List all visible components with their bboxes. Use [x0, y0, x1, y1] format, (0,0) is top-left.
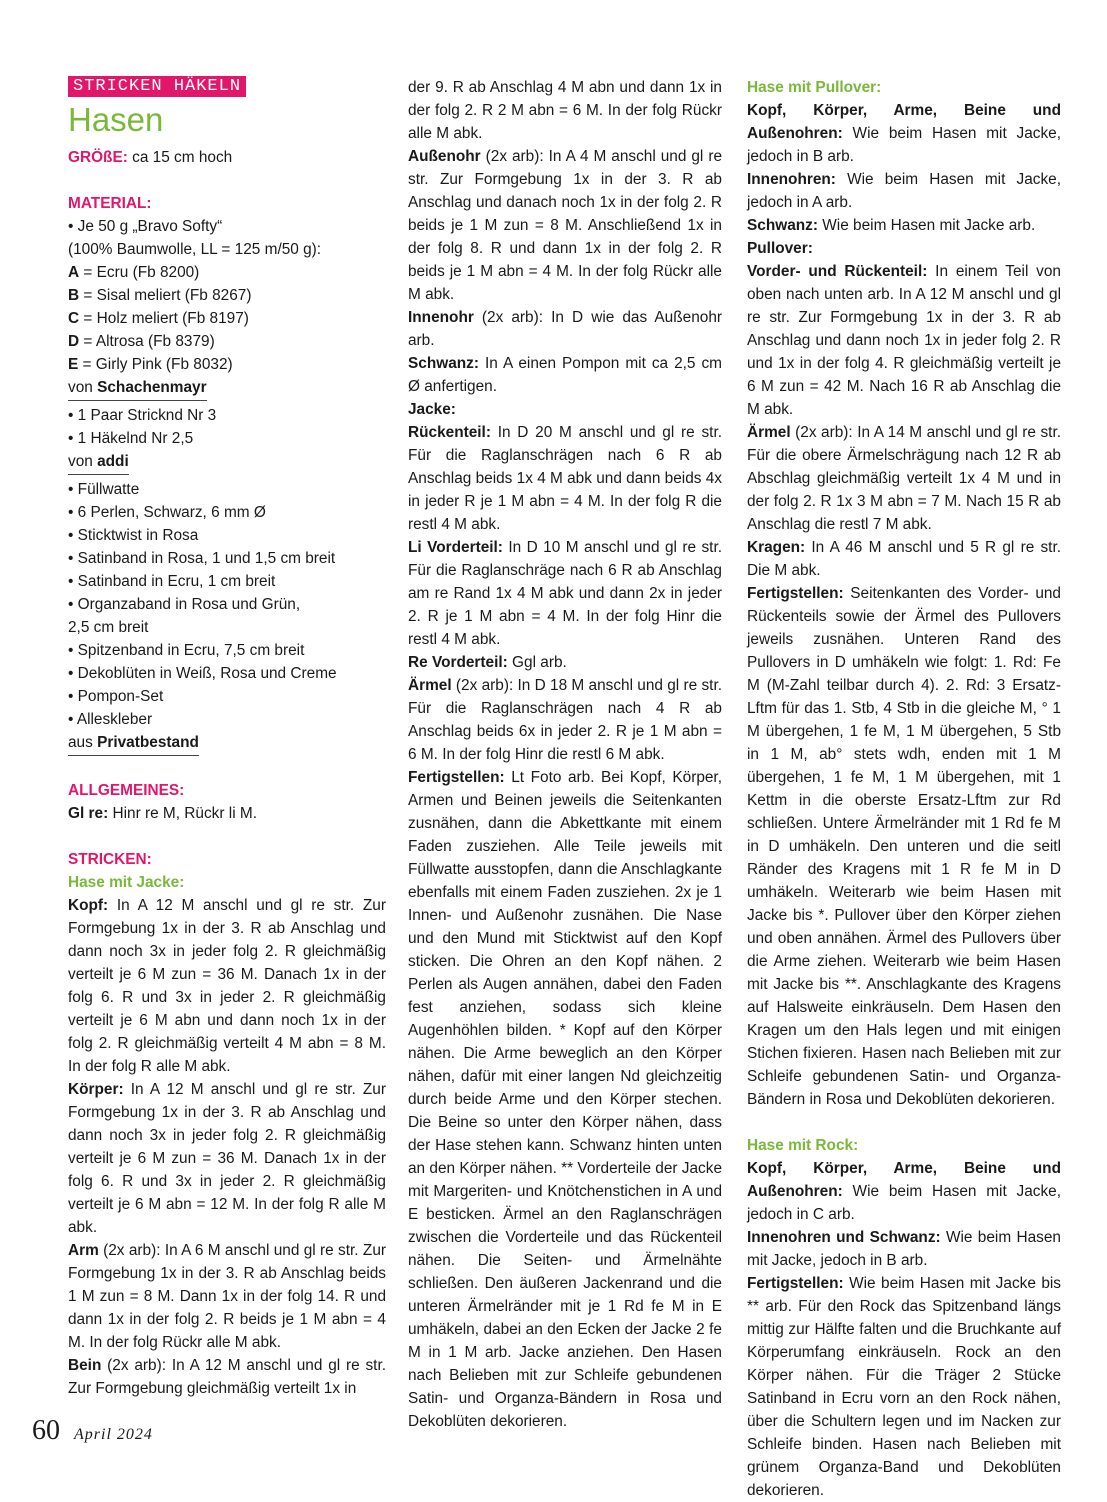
subheading-hase-jacke: Hase mit Jacke: — [68, 874, 185, 891]
glre-line: Gl re: Hinr re M, Rückr li M. — [68, 805, 257, 822]
extra-item: 2,5 cm breit — [68, 619, 149, 636]
extra-item: • Alleskleber — [68, 711, 153, 728]
brand-name: Privatbestand — [97, 734, 199, 751]
page-number: 60 — [32, 1415, 60, 1446]
general-label: ALLGEMEINES: — [68, 782, 185, 799]
issue-date: April 2024 — [74, 1426, 153, 1443]
brand-line: aus Privatbestand — [68, 731, 386, 756]
color-line: D = Altrosa (Fb 8379) — [68, 333, 215, 350]
li-vorderteil-paragraph: Li Vorderteil: In D 10 M anschl und gl re str. Für die Raglanschräge nach 6 R ab Anschlag am re Rand 1x 4 M abk und dann 2x in jeder 2. R je 1 M abn = 4 M. In der folg Hinr die restl 4 M abk. — [408, 539, 723, 648]
pullover-schwanz-paragraph: Schwanz: Wie beim Hasen mit Jacke arb. — [747, 217, 1036, 234]
rock-fertigstellen-paragraph: Fertigstellen: Wie beim Hasen mit Jacke bis ** arb. Für den Rock das Spitzenband längs mittig zur Hälfte falten und die Bruchkante auf Körperumfang einkräuseln. Rock an den Körper nähen. Für die Träger 2 Stücke Satinband in Ecru vorn an den Rock nähen, über die Schultern legen und im Nacken zur Schleife binden. Hasen nach Belieben mit grünem Organza-Band und Dekoblüten dekorieren. — [747, 1275, 1061, 1499]
brand-line: von addi — [68, 450, 386, 475]
pullover-aermel-paragraph: Ärmel (2x arb): In A 14 M anschl und gl re str. Für die obere Ärmelschrägung nach 12 R ab Abschlag gleichmäßig verteilt 1x 4 M und in der folg 2. R 1x 3 M abn = 7 M. Nach 15 R ab Anschlag die restl 7 M abk. — [747, 424, 1062, 533]
page-footer — [32, 1414, 153, 1448]
knit-label: STRICKEN: — [68, 851, 152, 868]
material-yarn-1: • Je 50 g „Bravo Softy“ — [68, 218, 223, 235]
material-yarn-2: (100% Baumwolle, LL = 125 m/50 g): — [68, 241, 322, 258]
pullover-innenohren-paragraph: Innenohren: Wie beim Hasen mit Jacke, jedoch in A arb. — [747, 171, 1061, 211]
extra-item: • Satinband in Ecru, 1 cm breit — [68, 573, 276, 590]
extra-item: • Füllwatte — [68, 481, 140, 498]
koerper-paragraph: Körper: In A 12 M anschl und gl re str. Zur Formgebung 1x in der 3. R ab Anschlag und dann noch 3x in jeder folg 2. R gleichmäßig verteilt je 6 M zun = 36 M. Danach 1x in der folg 6. R und 3x in jeder 2. R gleichmäßig verteilt je 6 M abn = 12 M. In der folg R alle M abk. — [68, 1081, 386, 1236]
subheading-hase-rock: Hase mit Rock: — [747, 1137, 859, 1154]
subheading-hase-pullover: Hase mit Pullover: — [747, 79, 882, 96]
rock-kkab-paragraph: Kopf, Körper, Arme, Beine und Außenohren: Wie beim Hasen mit Jacke, jedoch in C arb. — [747, 1160, 1061, 1223]
column-1 — [68, 74, 386, 1400]
material-label: MATERIAL: — [68, 195, 152, 212]
column-3 — [747, 76, 1061, 1502]
aussenohr-paragraph: Außenohr (2x arb): In A 4 M anschl und gl re str. Zur Formgebung 1x in der 3. R ab Anschlag und danach noch 1x in der folg 2. R beids je 1 M zun = 8 M. Anschließend 1x in der folg 8. R und dann 1x in der folg 2. R beids je 1 M abn = 4 M. In der folg Rückr alle M abk. — [408, 148, 722, 303]
rueckenteil-paragraph: Rückenteil: In D 20 M anschl und gl re str. Für die Raglanschrägen nach 6 R ab Anschlag beids 1x 4 M abk und dann beids 4x in jeder R je 1 M abn = 4 M. In der folg R die restl 4 M abk. — [408, 424, 723, 533]
schwanz-paragraph: Schwanz: In A einen Pompon mit ca 2,5 cm Ø anfertigen. — [408, 355, 722, 395]
extra-item: • Satinband in Rosa, 1 und 1,5 cm breit — [68, 550, 336, 567]
color-line: E = Girly Pink (Fb 8032) — [68, 356, 233, 373]
pullover-heading: Pullover: — [747, 240, 813, 257]
color-line: C = Holz meliert (Fb 8197) — [68, 310, 249, 327]
bein-paragraph: Bein (2x arb): In A 12 M anschl und gl re str. Zur Formgebung gleichmäßig verteilt 1x in — [68, 1357, 387, 1397]
extra-item: • Pompon-Set — [68, 688, 164, 705]
kragen-paragraph: Kragen: In A 46 M anschl und 5 R gl re str. Die M abk. — [747, 539, 1061, 579]
rock-innenohren-schwanz-paragraph: Innenohren und Schwanz: Wie beim Hasen mit Jacke, jedoch in B arb. — [747, 1229, 1061, 1269]
extra-item: • Sticktwist in Rosa — [68, 527, 199, 544]
page-title: Hasen — [68, 101, 164, 138]
column-2 — [408, 76, 722, 1433]
section-tag: STRICKEN HÄKELN — [68, 76, 246, 97]
kopf-paragraph: Kopf: In A 12 M anschl und gl re str. Zur Formgebung 1x in der 3. R ab Anschlag und dann noch 3x in jeder folg 2. R gleichmäßig verteilt je 6 M zun = 36 M. Danach 1x in der folg 6. R und 3x in jeder 2. R gleichmäßig verteilt je 6 M abn und dann noch 1x in der folg 2. R gleichmäßig verteilt 4 M abn = 8 M. In der folg R alle M abk. — [68, 897, 386, 1075]
extra-item: • Dekoblüten in Weiß, Rosa und Creme — [68, 665, 337, 682]
size-label: GRÖßE: — [68, 149, 128, 166]
brand-name: addi — [97, 453, 129, 470]
brand-line: von Schachenmayr — [68, 376, 386, 401]
extra-item: • Spitzenband in Ecru, 7,5 cm breit — [68, 642, 305, 659]
color-line: A = Ecru (Fb 8200) — [68, 264, 200, 281]
tool-item: • 1 Paar Stricknd Nr 3 — [68, 407, 217, 424]
extra-item: • Organzaband in Rosa und Grün, — [68, 596, 301, 613]
brand-name: Schachenmayr — [97, 379, 207, 396]
jacke-heading: Jacke: — [408, 401, 456, 418]
size-value: ca 15 cm hoch — [127, 149, 233, 166]
vorder-rueckenteil-paragraph: Vorder- und Rückenteil: In einem Teil von oben nach unten arb. In A 12 M anschl und gl re str. Zur Formgebung 1x in der 3. R ab Anschlag und dann noch 1x in jeder folg 2. R und 1x in der folg 4. R gleichmäßig verteilt je 6 M zun = 42 M. Nach 16 R ab Anschlag die M abk. — [747, 263, 1061, 418]
aermel-paragraph: Ärmel (2x arb): In D 18 M anschl und gl re str. Für die Raglanschrägen nach 4 R ab Anschlag beids 6x in jeder 2. R je 1 M abn = 6 M. In der folg Hinr die restl 6 M abk. — [408, 677, 722, 763]
bein-continued: der 9. R ab Anschlag 4 M abn und dann 1x in der folg 2. R 2 M abn = 6 M. In der folg Rückr alle M abk. — [408, 79, 722, 142]
color-line: B = Sisal meliert (Fb 8267) — [68, 287, 252, 304]
arm-paragraph: Arm (2x arb): In A 6 M anschl und gl re str. Zur Formgebung 1x in der 3. R ab Anschlag beids 1 M zun = 8 M. Dann 1x in der folg 14. R und dann 1x in der folg 2. R beids je 1 M abn = 4 M. In der folg Rückr alle M abk. — [68, 1242, 386, 1351]
pullover-kkab-paragraph: Kopf, Körper, Arme, Beine und Außenohren: Wie beim Hasen mit Jacke, jedoch in B arb. — [747, 102, 1061, 165]
size-line — [68, 146, 386, 169]
innenohr-paragraph: Innenohr (2x arb): In D wie das Außenohr arb. — [408, 309, 723, 349]
extra-item: • 6 Perlen, Schwarz, 6 mm Ø — [68, 504, 266, 521]
tool-item: • 1 Häkelnd Nr 2,5 — [68, 430, 194, 447]
pullover-fertigstellen-paragraph: Fertigstellen: Seitenkanten des Vorder- und Rückenteils sowie der Ärmel des Pullovers jeweils zusnähen. Unteren Rand des Pullovers in D umhäkeln wie folgt: 1. Rd: Fe M (M-Zahl teilbar durch 4). 2. Rd: 3 Ersatz-Lftm für das 1. Stb, 4 Stb in die gleiche M, ° 1 M übergehen, 1 fe M, 1 M übergehen, 5 Stb in 1 M, ab° stets wdh, enden mit 1 M übergehen, 1 fe M, 1 M übergehen, mit 1 Kettm in die oberste Ersatz-Lftm zur Rd schließen. Untere Ärmelränder mit 1 Rd fe M in D umhäkeln. Den unteren und die seitl Ränder des Kragens mit 1 R fe M in D umhäkeln. Weiterarb wie beim Hasen mit Jacke bis *. Pullover über den Körper ziehen und oben annähen. Ärmel des Pullovers über die Arme ziehen. Weiterarb wie beim Hasen mit Jacke bis **. Anschlagkante des Kragens auf Halsweite einkräuseln. Dem Hasen den Kragen um den Hals legen und mit einigen Stichen fixieren. Hasen nach Belieben mit zur Schleife gebundenen Satin- und Organza-Bändern in Rosa und Dekoblüten dekorieren. — [747, 585, 1061, 1108]
re-vorderteil-paragraph: Re Vorderteil: Ggl arb. — [408, 654, 567, 671]
fertigstellen-paragraph: Fertigstellen: Lt Foto arb. Bei Kopf, Körper, Armen und Beinen jeweils die Seitenkanten zusnähen, dann die Abkettkante mit einem Faden zusziehen. Alle Teile jeweils mit Füllwatte ausstopfen, dann die Anschlagkante ebenfalls mit einem Faden zusziehen. 2x je 1 Innen- und Außenohr zusnähen. Die Nase und den Mund mit Sticktwist auf den Kopf sticken. Die Ohren an den Kopf nähen. 2 Perlen als Augen annähen, dabei den Faden fest anziehen, sodass sich kleine Augenhöhlen bilden. * Kopf auf den Körper nähen. Die Arme beweglich an den Körper nähen, dafür mit einer langen Nd gleichzeitig durch beide Arme und den Körper stechen. Die Beine so unter den Körper nähen, dass der Hase stehen kann. Schwanz hinten unten an den Körper nähen. ** Vorderteile der Jacke mit Margeriten- und Knötchenstichen in A und E besticken. Ärmel an den Raglanschrägen zwischen die Vorderteile und das Rückenteil nähen. Die Seiten- und Ärmelnähte schließen. Den äußeren Jackenrand und die unteren Ärmelränder mit je 1 Rd fe M in E umhäkeln, dabei an den Ecken der Jacke 2 fe M in 1 M arb. Jacke anziehen. Den Hasen nach Belieben mit zur Schleife gebundenen Satin- und Organza-Bändern in Rosa und Dekoblüten dekorieren. — [408, 769, 723, 1430]
